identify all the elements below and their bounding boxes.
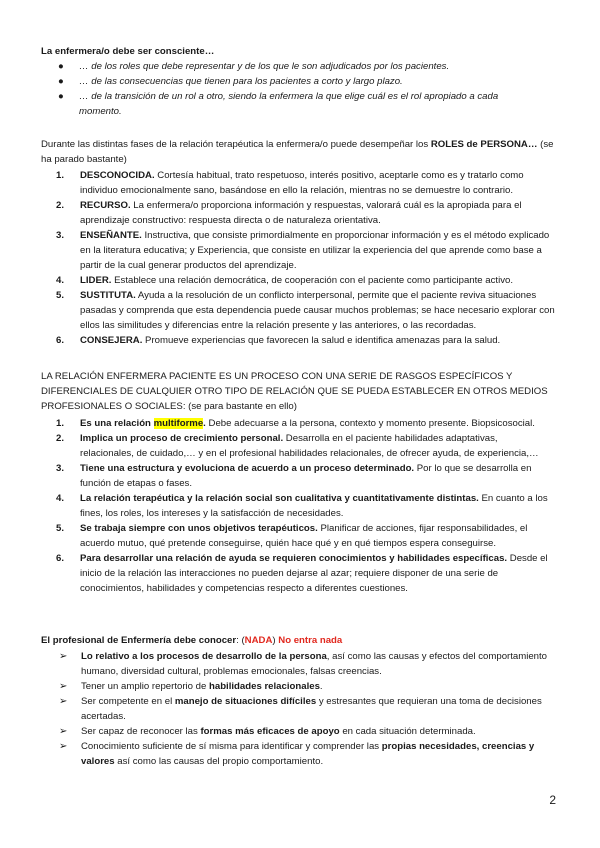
bullet-icon: ● bbox=[58, 76, 64, 87]
list-item: ➢ Conocimiento suficiente de sí misma para identificar y comprender las propias necesidades, creencias y valores así como las causas del propio comportamiento. bbox=[59, 741, 535, 767]
arrow-list bbox=[59, 649, 551, 769]
bullet-list-consciente bbox=[58, 59, 533, 119]
list-item: 5. SUSTITUTA. Ayuda a la resolución de un conflicto interpersonal, permite que el paciente reviva situaciones pasadas y comprenda que esta dependencia puede causar muchos problemas; se hace necesario explorar con ellos las similitudes y diferencias entre la relación presente y las anteriores, o las recordadas. bbox=[56, 290, 555, 331]
section-heading-consciente: La enfermera/o debe ser consciente… bbox=[41, 46, 215, 57]
rasgos-list bbox=[56, 416, 553, 596]
list-item: 2. RECURSO. La enfermera/o proporciona información y respuestas, valorará cuál es la apropiada para el aprendizaje constructivo: respuesta directa o de naturaleza orientativa. bbox=[56, 200, 522, 226]
page-number: 2 bbox=[549, 793, 556, 807]
list-item: 6. Para desarrollar una relación de ayuda se requieren conocimientos y habilidades específicas. Desde el inicio de la relación las interacciones no pueden dejarse al azar; requiere disponer de una serie de conocimientos, habilidades y competencias respecto a diferentes cuestiones. bbox=[56, 553, 548, 594]
arrow-bullet-icon: ➢ bbox=[59, 651, 68, 662]
relacion-intro: LA RELACIÓN ENFERMERA PACIENTE ES UN PROCESO CON UNA SERIE DE RASGOS ESPECÍFICOS Y DIFERENCIALES DE CUALQUIER OTRO TIPO DE RELACIÓN QUE SE PUEDA ESTABLECER EN OTROS MEDIOS PROFESIONALES O SOCIALES: (se para bastante en ello) bbox=[41, 371, 548, 412]
roles-intro: Durante las distintas fases de la relación terapéutica la enfermera/o puede desempeñar los ROLES de PERSONA… (se ha parado bastante) bbox=[41, 139, 554, 165]
list-item: 2. Implica un proceso de crecimiento personal. Desarrolla en el paciente habilidades adaptativas, relacionales, de cuidado,… y en el profesional habilidades relacionales, de ofrecer ayuda, de experiencia,… bbox=[56, 433, 539, 459]
list-item: ➢ Ser competente en el manejo de situaciones difíciles y estresantes que requieran una toma de decisiones acertadas. bbox=[59, 696, 542, 722]
bullet-icon: ● bbox=[58, 91, 64, 102]
list-item: 3. Tiene una estructura y evoluciona de acuerdo a un proceso determinado. Por lo que se desarrolla en función de etapas o fases. bbox=[56, 463, 532, 489]
roles-list bbox=[56, 168, 558, 348]
arrow-bullet-icon: ➢ bbox=[59, 681, 68, 692]
highlighted-term: multiforme bbox=[153, 418, 204, 429]
list-item: ➢ Lo relativo a los procesos de desarrollo de la persona, así como las causas y efectos del comportamiento humano, diversidad cultural, problemas emocionales, falsas creencias. bbox=[59, 651, 548, 677]
list-item: 5. Se trabaja siempre con unos objetivos terapéuticos. Planificar de acciones, fijar responsabilidades, el acuerdo mutuo, qué pretende conseguirse, quién hace qué y en qué tiempos espera conseguirse. bbox=[56, 523, 528, 549]
bullet-icon: ● bbox=[58, 61, 64, 72]
arrow-bullet-icon: ➢ bbox=[59, 741, 68, 752]
list-item: 6. CONSEJERA. Promueve experiencias que favorecen la salud e identifica amenazas para la salud. bbox=[56, 335, 501, 346]
list-item: 4. LIDER. Establece una relación democrática, de cooperación con el paciente como participante activo. bbox=[56, 275, 514, 286]
list-item: 1. Es una relación multiforme. Debe adecuarse a la persona, contexto y momento presente. Biopsicosocial. bbox=[56, 418, 535, 429]
list-item: 3. ENSEÑANTE. Instructiva, que consiste primordialmente en proporcionar información y es el método explicado en la literatura educativa; y Experiencia, que consiste en utilizar la experiencia del que aprende como base a partir de la cual generar productos del aprendizaje. bbox=[56, 230, 550, 271]
list-item: ➢ Tener un amplio repertorio de habilidades relacionales. bbox=[59, 681, 323, 692]
list-item: 1. DESCONOCIDA. Cortesía habitual, trato respetuoso, interés positivo, aceptarle como es y tratarlo como individuo emocionalmente sano, basándose en ello la relación, mientras no se demuestre lo contrario. bbox=[56, 170, 524, 196]
list-item: ● … de las consecuencias que tienen para los pacientes a corto y largo plazo. bbox=[58, 76, 403, 87]
list-item: ● … de los roles que debe representar y de los que le son adjudicados por los pacientes. bbox=[58, 61, 450, 72]
arrow-bullet-icon: ➢ bbox=[59, 726, 68, 737]
list-item: ➢ Ser capaz de reconocer las formas más eficaces de apoyo en cada situación determinada. bbox=[59, 726, 476, 737]
profesional-heading: El profesional de Enfermería debe conocer: (NADA) No entra nada bbox=[41, 635, 343, 646]
arrow-bullet-icon: ➢ bbox=[59, 696, 68, 707]
list-item: ● … de la transición de un rol a otro, siendo la enfermera la que elige cuál es el rol apropiado a cada momento. bbox=[58, 91, 499, 117]
list-item: 4. La relación terapéutica y la relación social son cualitativa y cuantitativamente distintas. En cuanto a los fines, los roles, los intereses y la satisfacción de necesidades. bbox=[56, 493, 548, 519]
